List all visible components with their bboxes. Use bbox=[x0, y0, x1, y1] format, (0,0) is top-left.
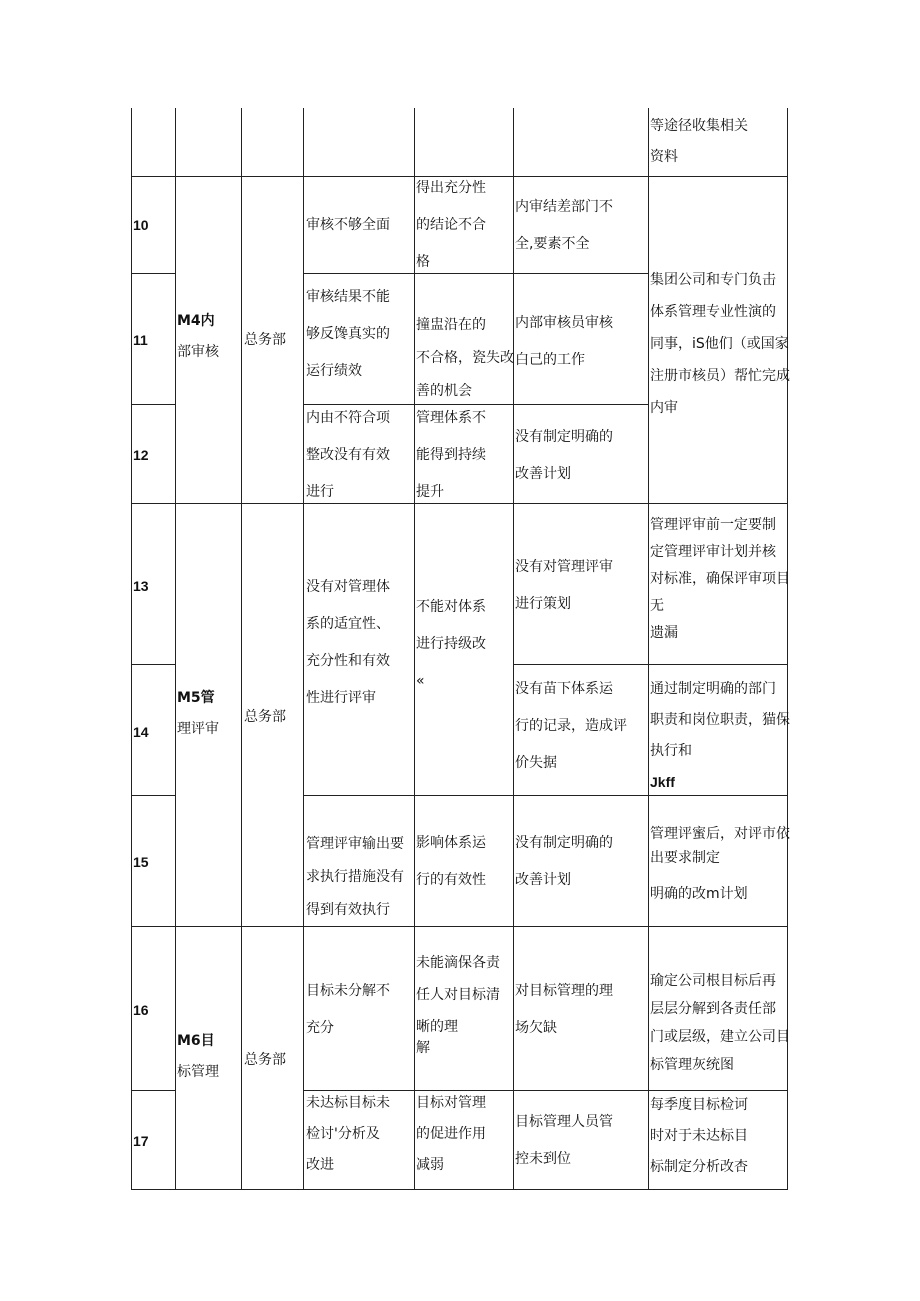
cell-impact bbox=[416, 598, 486, 691]
cell-impact bbox=[416, 1094, 486, 1175]
row-divider bbox=[513, 664, 787, 665]
cell-text-line: 进行 bbox=[306, 484, 334, 500]
row-divider bbox=[131, 795, 175, 796]
cell-impact bbox=[416, 316, 514, 401]
cell-measure bbox=[650, 271, 790, 418]
cell-text-line: 没有对管理评审 bbox=[515, 559, 613, 575]
cell-text-line: 管理评审前一定要制 bbox=[650, 517, 776, 533]
row-number: 11 bbox=[133, 332, 148, 348]
cell-text-line: 任人对目标清 bbox=[416, 987, 500, 1003]
row-divider bbox=[131, 176, 787, 177]
cell-impact bbox=[416, 179, 486, 272]
cell-text-line: 不合格，瓷失改 bbox=[416, 350, 514, 366]
cell-text-line: 资料 bbox=[650, 149, 678, 165]
row-divider bbox=[303, 1090, 787, 1091]
col-divider-dept bbox=[303, 108, 304, 1190]
cell-text-line: 通过制定明确的部门 bbox=[650, 681, 776, 697]
cell-text-line: Jkff bbox=[650, 774, 675, 790]
cell-text-line: 求执行措施没有 bbox=[306, 869, 404, 885]
cell-text-line: 充分性和有效 bbox=[306, 653, 390, 669]
cell-text-line: 标管理 bbox=[177, 1064, 219, 1080]
cell-cause bbox=[515, 834, 613, 890]
cell-text-line: 够反馋真实的 bbox=[306, 326, 390, 342]
col-divider-issue bbox=[414, 108, 415, 1190]
row-number: 10 bbox=[133, 217, 149, 233]
row-divider bbox=[303, 273, 648, 274]
cell-text-line: 充分 bbox=[306, 1020, 334, 1036]
cell-text-line: 明确的改m计划 bbox=[650, 886, 748, 902]
cell-text-line: 内由不符合项 bbox=[306, 410, 390, 426]
cell-text-line: 执行和 bbox=[650, 743, 692, 759]
cell-text-line: 没有制定明确的 bbox=[515, 429, 613, 445]
cell-text-line: 系的适宜性、 bbox=[306, 616, 390, 632]
cell-text-line: 内部审核员审核 bbox=[515, 315, 613, 331]
col-divider-cause bbox=[648, 108, 649, 1190]
cell-text-line: 能得到持续 bbox=[416, 447, 486, 463]
col-divider-num bbox=[175, 108, 176, 1190]
col-divider-impact bbox=[513, 108, 514, 1190]
cell-text-line: 进行策划 bbox=[515, 596, 571, 612]
cell-text-line: 价失据 bbox=[515, 755, 557, 771]
row-number: 12 bbox=[133, 447, 149, 463]
cell-text-line: 控未到位 bbox=[515, 1151, 571, 1167]
cell-issue bbox=[306, 409, 390, 502]
module-m4 bbox=[177, 312, 219, 362]
cell-text-line: 善的机会 bbox=[416, 383, 472, 399]
cell-issue bbox=[306, 216, 390, 235]
cell-text-line: 得到有效执行 bbox=[306, 902, 390, 918]
row-number: 17 bbox=[133, 1133, 149, 1149]
cell-text-line: 对标准，确保评审项目 bbox=[650, 571, 790, 587]
cell-text-line: 目标对管理 bbox=[416, 1095, 486, 1111]
cell-text-line: 没有对管理体 bbox=[306, 579, 390, 595]
cell-text-line: « bbox=[416, 673, 425, 689]
cell-text-line: 场欠缺 bbox=[515, 1020, 557, 1036]
cell-text-line: 白己的工作 bbox=[515, 352, 585, 368]
cell-impact bbox=[416, 409, 486, 502]
cell-text-line: 部审核 bbox=[177, 344, 219, 360]
cell-text-line: 减弱 bbox=[416, 1157, 444, 1173]
cell-text-line: 时对于未达标目 bbox=[650, 1128, 748, 1144]
cell-text-line: 得出充分性 bbox=[416, 180, 486, 196]
cell-text-line: 改善计划 bbox=[515, 466, 571, 482]
cell-text-line: 同事，iS他们（或国家 bbox=[650, 336, 789, 352]
cell-issue bbox=[306, 288, 390, 381]
cell-text-line: 撞盅沿在的 bbox=[416, 317, 486, 333]
cell-measure bbox=[650, 1096, 748, 1177]
cell-text-line: 行的有效性 bbox=[416, 872, 486, 888]
cell-text-line: 体系管理专业性演的 bbox=[650, 304, 776, 320]
col-divider-module bbox=[241, 108, 242, 1190]
cell-text-line: 对目标管理的理 bbox=[515, 983, 613, 999]
cell-text-line: 的促进作用 bbox=[416, 1126, 486, 1142]
cell-text-line: 每季度目标检诃 bbox=[650, 1097, 748, 1113]
row-divider bbox=[131, 664, 175, 665]
cell-text-line: 目标管理人员管 bbox=[515, 1114, 613, 1130]
cell-text-line: 集团公司和专门负击 bbox=[650, 272, 776, 288]
row-number: 13 bbox=[133, 578, 149, 594]
cell-impact bbox=[416, 954, 500, 1058]
cell-text-line: 管理评蜜后，对评市依 bbox=[650, 826, 790, 842]
cell-text-line: 内审结差部门不 bbox=[515, 199, 613, 215]
cell-cause bbox=[515, 428, 613, 484]
cell-text-line: 未能滴保各责 bbox=[416, 955, 500, 971]
cell-cause bbox=[515, 680, 627, 773]
cell-text-line: M5管 bbox=[177, 690, 215, 706]
cell-text-line: 审核不够全面 bbox=[306, 217, 390, 233]
cell-cause bbox=[515, 982, 613, 1038]
cell-issue bbox=[306, 835, 404, 920]
cell-text-line: 管理评审输出要 bbox=[306, 836, 404, 852]
cell-text-line: 理评审 bbox=[177, 721, 219, 737]
cell-text-line: 遗漏 bbox=[650, 625, 678, 641]
table-border-left bbox=[131, 108, 132, 1190]
cell-text-line: 改进 bbox=[306, 1157, 334, 1173]
table-border-bottom bbox=[131, 1189, 787, 1190]
row-divider bbox=[131, 1090, 175, 1091]
cell-cause bbox=[515, 1113, 613, 1169]
cell-text-line: 不能对体系 bbox=[416, 599, 486, 615]
cell-text-line: 定管理评审计划并核 bbox=[650, 544, 776, 560]
cell-text-line: 注册市核员）帮忙完成 bbox=[650, 368, 790, 384]
cell-text-line: 晰的理 bbox=[416, 1019, 458, 1035]
cell-text-line: 标制定分析改杏 bbox=[650, 1159, 748, 1175]
cell-text-line: 审核结果不能 bbox=[306, 289, 390, 305]
cell-text-line: 格 bbox=[416, 254, 430, 270]
cell-text-line: 改善计划 bbox=[515, 872, 571, 888]
cell-measure bbox=[650, 680, 790, 792]
cell-measure bbox=[650, 972, 790, 1075]
cell-issue bbox=[306, 578, 390, 708]
cell-text-line: 内审 bbox=[650, 400, 678, 416]
cell-text-line: 目标未分解不 bbox=[306, 983, 390, 999]
cell-issue bbox=[306, 1094, 390, 1175]
cell-text-line: M6目 bbox=[177, 1033, 215, 1049]
cell-text-line: 门或层级，建立公司目 bbox=[650, 1029, 790, 1045]
row-divider bbox=[131, 926, 787, 927]
row-number: 15 bbox=[133, 854, 149, 870]
cell-text-line: 等途径收集相关 bbox=[650, 118, 748, 134]
cell-issue bbox=[306, 982, 390, 1038]
module-m5 bbox=[177, 689, 219, 739]
cell-text-line: 没有苗下体系运 bbox=[515, 681, 613, 697]
cell-cause bbox=[515, 198, 613, 254]
cell-text-line: 瑜定公司根目标后再 bbox=[650, 973, 776, 989]
cell-text-line: 管理体系不 bbox=[416, 410, 486, 426]
row-divider bbox=[131, 404, 175, 405]
row-divider bbox=[303, 795, 787, 796]
row-divider bbox=[131, 503, 787, 504]
cell-text-line: 标管理灰统图 bbox=[650, 1057, 734, 1073]
cell-text-line: M4内 bbox=[177, 313, 215, 329]
row-divider bbox=[303, 404, 648, 405]
cell-cause bbox=[515, 558, 613, 614]
department: 总务部 bbox=[244, 1052, 286, 1068]
row-divider bbox=[131, 273, 175, 274]
cell-text-line: 影响体系运 bbox=[416, 835, 486, 851]
cell-impact bbox=[416, 834, 486, 890]
cell-text-line: 提升 bbox=[416, 484, 444, 500]
module-m6 bbox=[177, 1032, 219, 1082]
cell-text-line: 层层分解到各责任部 bbox=[650, 1001, 776, 1017]
cell-text-line: 整改没有有效 bbox=[306, 447, 390, 463]
cell-text-line: 的结论不合 bbox=[416, 217, 486, 233]
department: 总务部 bbox=[244, 709, 286, 725]
cell-measure bbox=[650, 516, 790, 643]
cell-text-line: 运行绩效 bbox=[306, 363, 362, 379]
cell-text-line: 进行持级改 bbox=[416, 636, 486, 652]
cell-text-line: 无 bbox=[650, 598, 664, 614]
cell-text-line: 职责和岗位职责，猫保 bbox=[650, 712, 790, 728]
cell-text-line: 未达标目标未 bbox=[306, 1095, 390, 1111]
cell-cause bbox=[515, 314, 613, 370]
cell-text-line: 解 bbox=[416, 1040, 430, 1056]
row-number: 14 bbox=[133, 724, 149, 740]
row-number: 16 bbox=[133, 1002, 149, 1018]
department: 总务部 bbox=[244, 332, 286, 348]
cell-text-line: 出要求制定 bbox=[650, 850, 720, 866]
cell-measure bbox=[650, 825, 790, 904]
cell-text-line: 性进行评审 bbox=[306, 690, 376, 706]
cell-text-line: 全,要素不全 bbox=[515, 236, 590, 252]
cell-text-line: 行的记录，造成评 bbox=[515, 718, 627, 734]
cell-text-line: 检讨'分析及 bbox=[306, 1126, 380, 1142]
cell-text-line: 没有制定明确的 bbox=[515, 835, 613, 851]
cell-measure-continued bbox=[650, 117, 748, 167]
